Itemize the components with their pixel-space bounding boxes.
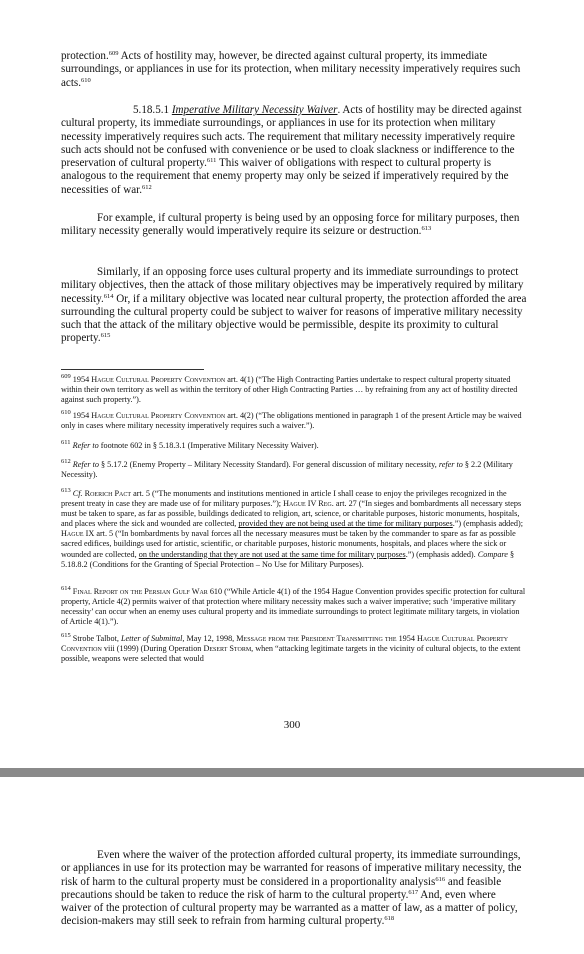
signal: refer to <box>438 460 463 469</box>
citation: Hague IX <box>61 529 95 539</box>
citation: 1954 Hague Cultural Property Convention <box>70 375 226 384</box>
footnote-ref-618[interactable]: 618 <box>384 915 395 923</box>
citation: Message from the President Transmitting the 1954 Hague Cultural Property Convention <box>61 634 509 654</box>
footnote-text: art. 4(1) (“The High Contracting Parties undertake to respect cultural property situated within their own territory as well as within the territory of other High Contracting Parties … by refraining from any act of hostility directed against such property.”). <box>61 375 518 405</box>
footnote-612 <box>61 460 527 480</box>
citation: Hague IV Reg. <box>283 499 334 509</box>
page-break <box>0 768 584 777</box>
text: Or, if a military objective was located near cultural property, the protection afforded the area surrounding the cultural property could be subject to waiver for reasons of imperative military necessity such that the attack of the military objective would be permissible, despite its proximity to cultural property. <box>61 292 527 345</box>
footnote-610 <box>61 411 527 431</box>
footnote-ref-611[interactable]: 611 <box>206 157 217 165</box>
text: And, even where waiver of the protection of cultural property may be warranted as a matter of law, as a matter of policy, decision-makers may still seek to refrain from harming cultural property. <box>61 888 518 928</box>
footnote-number: 612 <box>61 458 71 465</box>
section-heading: Imperative Military Necessity Waiver <box>171 104 338 116</box>
document-page-next <box>0 777 584 954</box>
footnote-text: art. 4(2) (“The obligations mentioned in paragraph 1 of the present Article may be waived only in cases where military necessity imperatively requires such a waiver.”). <box>61 411 522 431</box>
footnote-number: 613 <box>61 487 71 494</box>
signal: Cf. <box>70 489 83 498</box>
paragraph-section-5-18-5-1 <box>61 104 527 197</box>
footnote-text: Strobe Talbot, <box>70 634 121 643</box>
paragraph-similarly <box>61 266 527 346</box>
footnote-ref-610[interactable]: 610 <box>81 76 91 84</box>
text: Acts of hostility may, however, be directed against cultural property, its immediate surroundings, or appliances in use for its protection, when military necessity imperatively requires such acts. <box>61 50 521 89</box>
footnote-number: 610 <box>61 409 71 416</box>
paragraph-example <box>61 212 527 239</box>
title: Letter of Submittal <box>120 634 183 643</box>
signal: Refer to <box>70 441 99 450</box>
footnote-614 <box>61 587 527 627</box>
footnote-ref-614[interactable]: 614 <box>103 292 114 300</box>
footnote-609 <box>61 375 527 405</box>
text: Similarly, if an opposing force uses cultural property and its immediate surroundings to protect military objectives, then the attack of those military objectives may be imperatively required by military necessity. <box>61 266 524 305</box>
footnote-number: 611 <box>61 439 71 446</box>
footnote-text: art. 5 (“The monuments and institutions mentioned in article I shall cease to enjoy the privileges recognized in the present treaty in case they are made use of for military purposes.”); <box>61 489 507 509</box>
signal: Compare <box>477 549 508 559</box>
citation: Final Report on the Persian Gulf War <box>70 587 208 596</box>
footnote-ref-612[interactable]: 612 <box>142 183 152 191</box>
citation: Roerich Pact <box>82 489 132 498</box>
emphasis: provided they are not being used at the time for military purposes <box>238 519 453 529</box>
footnote-ref-615[interactable]: 615 <box>100 332 111 340</box>
footnote-text: , May 12, 1998, <box>182 634 237 643</box>
footnote-text: viii (1999) (During Operation <box>101 644 204 654</box>
footnote-text: art. 27 (“In sieges and bombardments all necessary steps must be taken to spare, as far as possible, buildings dedicated to religion, art, science, or charitable purposes, historic monuments, hospitals, and places where the sick and wounded are collected, <box>61 499 522 529</box>
footnote-text: , when “attacking legitimate targets in the vicinity of cultural objects, to the extent possible, weapons were selected that would <box>61 644 521 664</box>
citation: Desert Storm <box>203 644 252 654</box>
footnote-ref-616[interactable]: 616 <box>435 875 446 883</box>
footnote-number: 609 <box>61 373 71 380</box>
footnote-text: § 2.2 (Military Necessity). <box>61 460 513 480</box>
footnote-separator <box>61 369 204 370</box>
text: . Acts of hostility may be directed against cultural property, its immediate surroundings, or appliances in use for its protection when military necessity imperatively requires such acts. The requirement that military necessity imperatively require such acts should not be confused with convenience or be used to cloak slackness or indifference to the preservation of cultural property. <box>61 104 522 170</box>
citation: 1954 Hague Cultural Property Convention <box>70 411 226 420</box>
footnote-ref-609[interactable]: 609 <box>108 50 119 57</box>
footnote-text: .”) (emphasis added); <box>452 519 523 529</box>
text: protection. <box>61 50 109 62</box>
paragraph-protection <box>61 50 527 90</box>
signal: Refer to <box>70 460 99 469</box>
section-number: 5.18.5.1 <box>133 104 172 116</box>
text: and feasible precautions should be taken to reduce the risk of harm to the cultural property. <box>61 875 502 901</box>
text: For example, if cultural property is being used by an opposing force for military purposes, then military necessity generally would imperatively require its seizure or destruction. <box>61 212 520 238</box>
text: Even where the waiver of the protection afforded cultural property, its immediate surroundings, or appliances in use for its protection may be warranted for reasons of imperative military necessity, the risk of harm to the cultural property must be considered in a proportionality analysis <box>61 849 522 888</box>
page-number: 300 <box>283 719 301 731</box>
footnote-number: 614 <box>61 585 71 592</box>
text: This waiver of obligations with respect to cultural property is analogous to the requirement that enemy property may only be seized if imperatively required by the necessities of war. <box>61 157 509 196</box>
footnote-615 <box>61 634 527 664</box>
footnote-text: § 5.18.8.2 (Conditions for the Granting of Special Protection – No Use for Military Purposes). <box>61 549 515 569</box>
paragraph-even-where <box>61 849 527 929</box>
footnote-613 <box>61 489 527 570</box>
footnote-text: .”) (emphasis added). <box>405 549 478 559</box>
footnote-number: 615 <box>61 632 71 639</box>
emphasis: on the understanding that they are not used at the same time for military purposes <box>138 549 406 559</box>
footnote-611 <box>61 441 527 451</box>
footnote-text: § 5.17.2 (Enemy Property – Military Necessity Standard). For general discussion of military necessity, <box>98 460 439 469</box>
footnote-text: footnote 602 in § 5.18.3.1 (Imperative Military Necessity Waiver). <box>98 441 319 450</box>
footnote-ref-613[interactable]: 613 <box>421 225 432 233</box>
footnote-text: art. 5 (“In bombardments by naval forces all the necessary measures must be taken by the commander to spare as far as possible sacred edifices, buildings used for artistic, scientific, or charitable purposes, historic monuments, hospitals, and places where the sick or wounded are collected, <box>61 529 516 559</box>
footnote-text: 610 (“While Article 4(1) of the 1954 Hague Convention provides specific protection for cultural property, Article 4(2) permits waiver of that protection where military necessity makes such a waiver imperative; such ‘imperative military necessity’ can occur when an enemy uses cultural property and its immediate surroundings to protect legitimate military targets, in violation of Article 4(1).”). <box>61 587 526 627</box>
footnote-ref-617[interactable]: 617 <box>408 888 419 896</box>
